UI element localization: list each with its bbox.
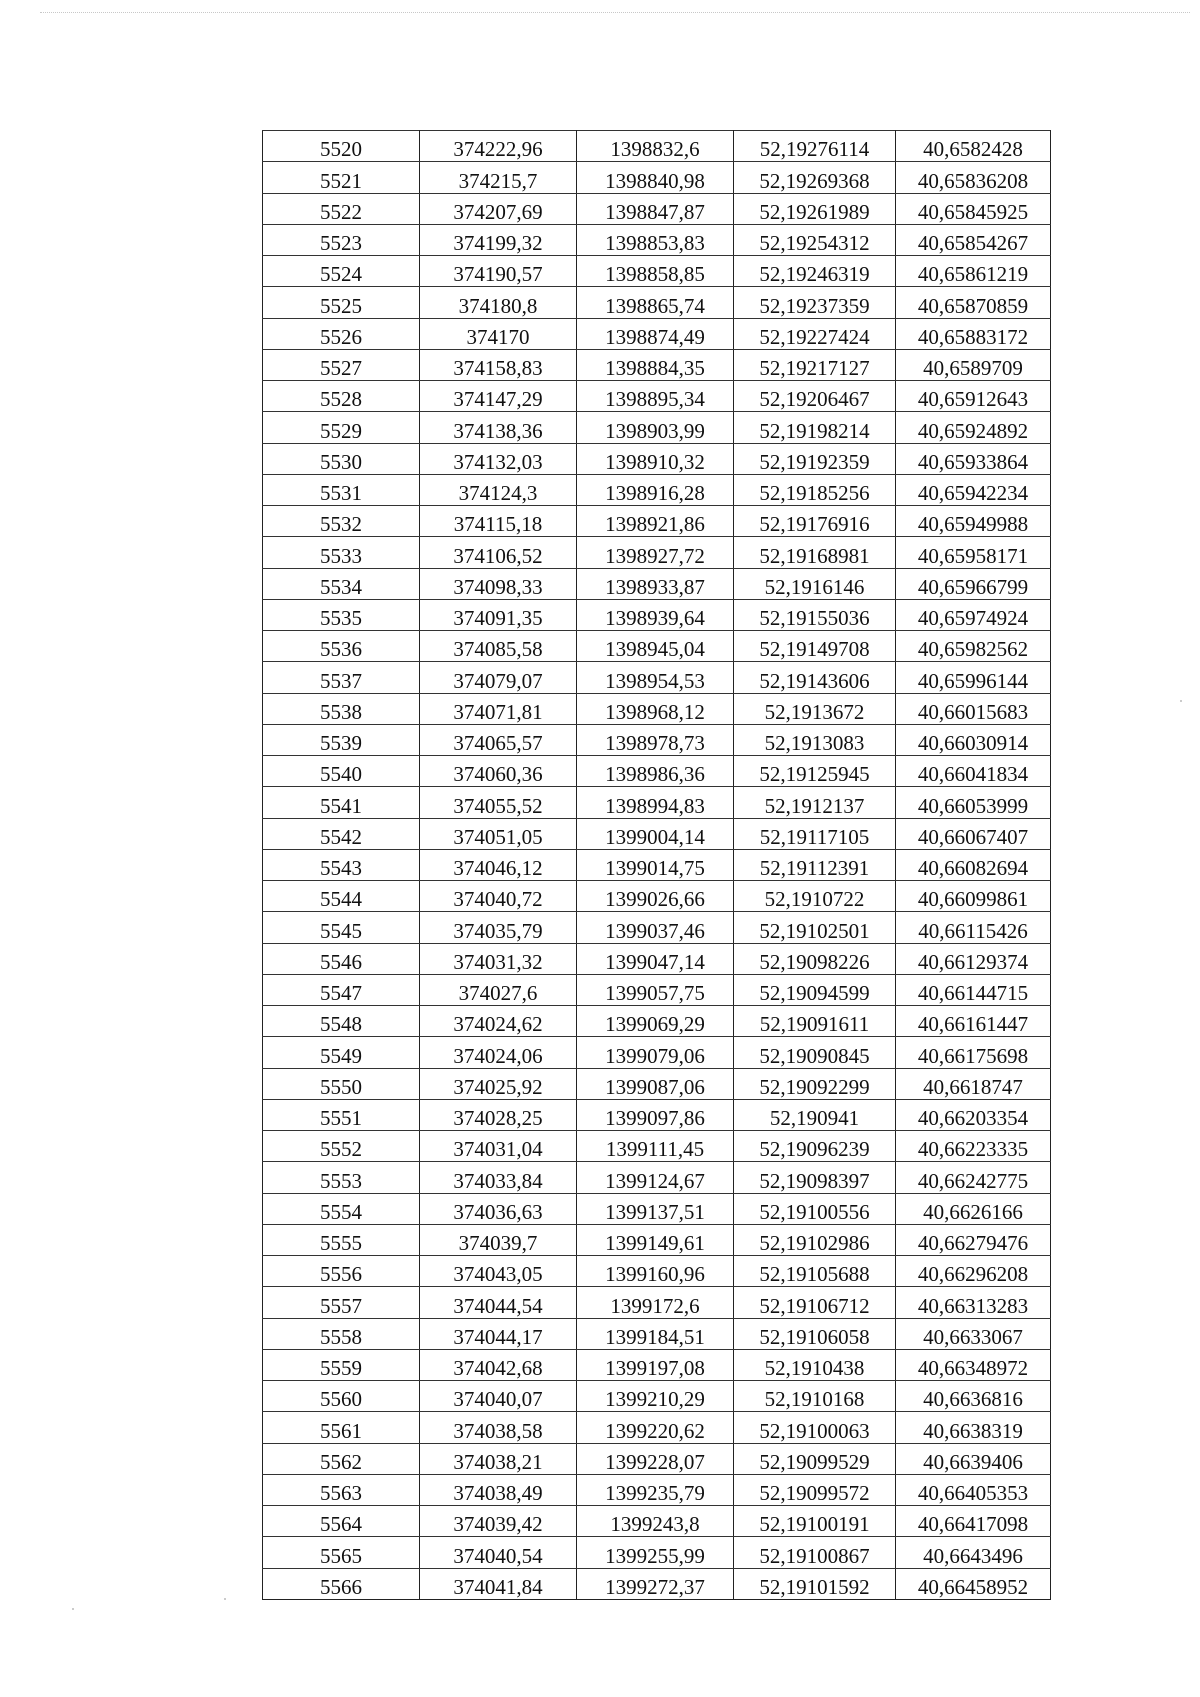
x-coordinate-cell: 374042,68 bbox=[420, 1349, 577, 1380]
table-row bbox=[263, 1131, 1051, 1162]
y-coordinate-cell: 1399069,29 bbox=[577, 1006, 734, 1037]
y-coordinate-cell: 1398939,64 bbox=[577, 599, 734, 630]
table-row bbox=[263, 1412, 1051, 1443]
table-row bbox=[263, 1381, 1051, 1412]
table-row bbox=[263, 256, 1051, 287]
point-number-cell: 5563 bbox=[263, 1474, 420, 1505]
y-coordinate-cell: 1399014,75 bbox=[577, 849, 734, 880]
longitude-cell: 40,6589709 bbox=[896, 349, 1051, 380]
y-coordinate-cell: 1399097,86 bbox=[577, 1099, 734, 1130]
table-row bbox=[263, 1568, 1051, 1599]
latitude-cell: 52,19091611 bbox=[734, 1006, 896, 1037]
x-coordinate-cell: 374085,58 bbox=[420, 631, 577, 662]
y-coordinate-cell: 1398978,73 bbox=[577, 724, 734, 755]
y-coordinate-cell: 1398895,34 bbox=[577, 381, 734, 412]
longitude-cell: 40,66405353 bbox=[896, 1474, 1051, 1505]
longitude-cell: 40,65845925 bbox=[896, 193, 1051, 224]
point-number-cell: 5533 bbox=[263, 537, 420, 568]
x-coordinate-cell: 374024,62 bbox=[420, 1006, 577, 1037]
point-number-cell: 5547 bbox=[263, 974, 420, 1005]
latitude-cell: 52,19125945 bbox=[734, 756, 896, 787]
table-row bbox=[263, 1068, 1051, 1099]
y-coordinate-cell: 1398968,12 bbox=[577, 693, 734, 724]
x-coordinate-cell: 374040,07 bbox=[420, 1381, 577, 1412]
longitude-cell: 40,66067407 bbox=[896, 818, 1051, 849]
latitude-cell: 52,19117105 bbox=[734, 818, 896, 849]
point-number-cell: 5561 bbox=[263, 1412, 420, 1443]
latitude-cell: 52,19102986 bbox=[734, 1224, 896, 1255]
point-number-cell: 5542 bbox=[263, 818, 420, 849]
longitude-cell: 40,65924892 bbox=[896, 412, 1051, 443]
point-number-cell: 5551 bbox=[263, 1099, 420, 1130]
point-number-cell: 5527 bbox=[263, 349, 420, 380]
longitude-cell: 40,66082694 bbox=[896, 849, 1051, 880]
x-coordinate-cell: 374138,36 bbox=[420, 412, 577, 443]
point-number-cell: 5541 bbox=[263, 787, 420, 818]
latitude-cell: 52,19149708 bbox=[734, 631, 896, 662]
point-number-cell: 5529 bbox=[263, 412, 420, 443]
x-coordinate-cell: 374098,33 bbox=[420, 568, 577, 599]
latitude-cell: 52,1910168 bbox=[734, 1381, 896, 1412]
longitude-cell: 40,65996144 bbox=[896, 662, 1051, 693]
latitude-cell: 52,19206467 bbox=[734, 381, 896, 412]
table-row bbox=[263, 1162, 1051, 1193]
point-number-cell: 5535 bbox=[263, 599, 420, 630]
latitude-cell: 52,19100191 bbox=[734, 1506, 896, 1537]
latitude-cell: 52,19168981 bbox=[734, 537, 896, 568]
latitude-cell: 52,19102501 bbox=[734, 912, 896, 943]
point-number-cell: 5526 bbox=[263, 318, 420, 349]
x-coordinate-cell: 374044,54 bbox=[420, 1287, 577, 1318]
y-coordinate-cell: 1398903,99 bbox=[577, 412, 734, 443]
longitude-cell: 40,6618747 bbox=[896, 1068, 1051, 1099]
longitude-cell: 40,66129374 bbox=[896, 943, 1051, 974]
table-row bbox=[263, 131, 1051, 162]
y-coordinate-cell: 1398840,98 bbox=[577, 162, 734, 193]
x-coordinate-cell: 374025,92 bbox=[420, 1068, 577, 1099]
y-coordinate-cell: 1399210,29 bbox=[577, 1381, 734, 1412]
longitude-cell: 40,65949988 bbox=[896, 506, 1051, 537]
point-number-cell: 5548 bbox=[263, 1006, 420, 1037]
table-row bbox=[263, 1443, 1051, 1474]
y-coordinate-cell: 1398916,28 bbox=[577, 474, 734, 505]
y-coordinate-cell: 1399037,46 bbox=[577, 912, 734, 943]
y-coordinate-cell: 1399149,61 bbox=[577, 1224, 734, 1255]
table-row bbox=[263, 631, 1051, 662]
y-coordinate-cell: 1399111,45 bbox=[577, 1131, 734, 1162]
longitude-cell: 40,65870859 bbox=[896, 287, 1051, 318]
coordinates-table-body bbox=[263, 131, 1051, 1600]
point-number-cell: 5549 bbox=[263, 1037, 420, 1068]
y-coordinate-cell: 1399160,96 bbox=[577, 1256, 734, 1287]
x-coordinate-cell: 374035,79 bbox=[420, 912, 577, 943]
y-coordinate-cell: 1398921,86 bbox=[577, 506, 734, 537]
x-coordinate-cell: 374065,57 bbox=[420, 724, 577, 755]
y-coordinate-cell: 1399255,99 bbox=[577, 1537, 734, 1568]
y-coordinate-cell: 1399243,8 bbox=[577, 1506, 734, 1537]
y-coordinate-cell: 1399184,51 bbox=[577, 1318, 734, 1349]
x-coordinate-cell: 374046,12 bbox=[420, 849, 577, 880]
point-number-cell: 5530 bbox=[263, 443, 420, 474]
scan-speck bbox=[1180, 700, 1182, 702]
latitude-cell: 52,19276114 bbox=[734, 131, 896, 162]
latitude-cell: 52,1912137 bbox=[734, 787, 896, 818]
table-row bbox=[263, 787, 1051, 818]
scan-speck bbox=[72, 1608, 74, 1610]
x-coordinate-cell: 374060,36 bbox=[420, 756, 577, 787]
longitude-cell: 40,66279476 bbox=[896, 1224, 1051, 1255]
latitude-cell: 52,19176916 bbox=[734, 506, 896, 537]
table-row bbox=[263, 756, 1051, 787]
y-coordinate-cell: 1398884,35 bbox=[577, 349, 734, 380]
x-coordinate-cell: 374040,72 bbox=[420, 881, 577, 912]
point-number-cell: 5532 bbox=[263, 506, 420, 537]
latitude-cell: 52,19246319 bbox=[734, 256, 896, 287]
latitude-cell: 52,19094599 bbox=[734, 974, 896, 1005]
y-coordinate-cell: 1399087,06 bbox=[577, 1068, 734, 1099]
longitude-cell: 40,6638319 bbox=[896, 1412, 1051, 1443]
y-coordinate-cell: 1399026,66 bbox=[577, 881, 734, 912]
x-coordinate-cell: 374158,83 bbox=[420, 349, 577, 380]
y-coordinate-cell: 1399235,79 bbox=[577, 1474, 734, 1505]
latitude-cell: 52,190941 bbox=[734, 1099, 896, 1130]
point-number-cell: 5564 bbox=[263, 1506, 420, 1537]
longitude-cell: 40,66458952 bbox=[896, 1568, 1051, 1599]
longitude-cell: 40,65958171 bbox=[896, 537, 1051, 568]
table-row bbox=[263, 349, 1051, 380]
y-coordinate-cell: 1398994,83 bbox=[577, 787, 734, 818]
table-row bbox=[263, 1224, 1051, 1255]
latitude-cell: 52,19092299 bbox=[734, 1068, 896, 1099]
table-row bbox=[263, 193, 1051, 224]
x-coordinate-cell: 374044,17 bbox=[420, 1318, 577, 1349]
x-coordinate-cell: 374106,52 bbox=[420, 537, 577, 568]
point-number-cell: 5525 bbox=[263, 287, 420, 318]
x-coordinate-cell: 374027,6 bbox=[420, 974, 577, 1005]
table-row bbox=[263, 849, 1051, 880]
latitude-cell: 52,19100063 bbox=[734, 1412, 896, 1443]
x-coordinate-cell: 374039,42 bbox=[420, 1506, 577, 1537]
x-coordinate-cell: 374190,57 bbox=[420, 256, 577, 287]
x-coordinate-cell: 374199,32 bbox=[420, 224, 577, 255]
point-number-cell: 5544 bbox=[263, 881, 420, 912]
longitude-cell: 40,6639406 bbox=[896, 1443, 1051, 1474]
table-row bbox=[263, 662, 1051, 693]
latitude-cell: 52,19096239 bbox=[734, 1131, 896, 1162]
longitude-cell: 40,65974924 bbox=[896, 599, 1051, 630]
longitude-cell: 40,65966799 bbox=[896, 568, 1051, 599]
x-coordinate-cell: 374028,25 bbox=[420, 1099, 577, 1130]
y-coordinate-cell: 1398945,04 bbox=[577, 631, 734, 662]
y-coordinate-cell: 1398986,36 bbox=[577, 756, 734, 787]
point-number-cell: 5558 bbox=[263, 1318, 420, 1349]
y-coordinate-cell: 1399272,37 bbox=[577, 1568, 734, 1599]
y-coordinate-cell: 1399220,62 bbox=[577, 1412, 734, 1443]
longitude-cell: 40,65861219 bbox=[896, 256, 1051, 287]
longitude-cell: 40,65883172 bbox=[896, 318, 1051, 349]
longitude-cell: 40,66313283 bbox=[896, 1287, 1051, 1318]
y-coordinate-cell: 1398832,6 bbox=[577, 131, 734, 162]
point-number-cell: 5556 bbox=[263, 1256, 420, 1287]
table-row bbox=[263, 1318, 1051, 1349]
point-number-cell: 5562 bbox=[263, 1443, 420, 1474]
point-number-cell: 5560 bbox=[263, 1381, 420, 1412]
point-number-cell: 5559 bbox=[263, 1349, 420, 1380]
table-row bbox=[263, 912, 1051, 943]
x-coordinate-cell: 374038,21 bbox=[420, 1443, 577, 1474]
point-number-cell: 5538 bbox=[263, 693, 420, 724]
latitude-cell: 52,19090845 bbox=[734, 1037, 896, 1068]
table-row bbox=[263, 1193, 1051, 1224]
point-number-cell: 5550 bbox=[263, 1068, 420, 1099]
latitude-cell: 52,19185256 bbox=[734, 474, 896, 505]
table-row bbox=[263, 1506, 1051, 1537]
longitude-cell: 40,65942234 bbox=[896, 474, 1051, 505]
point-number-cell: 5528 bbox=[263, 381, 420, 412]
latitude-cell: 52,19099572 bbox=[734, 1474, 896, 1505]
x-coordinate-cell: 374079,07 bbox=[420, 662, 577, 693]
latitude-cell: 52,19254312 bbox=[734, 224, 896, 255]
longitude-cell: 40,6643496 bbox=[896, 1537, 1051, 1568]
table-row bbox=[263, 1099, 1051, 1130]
longitude-cell: 40,66041834 bbox=[896, 756, 1051, 787]
y-coordinate-cell: 1398853,83 bbox=[577, 224, 734, 255]
x-coordinate-cell: 374024,06 bbox=[420, 1037, 577, 1068]
longitude-cell: 40,6626166 bbox=[896, 1193, 1051, 1224]
x-coordinate-cell: 374036,63 bbox=[420, 1193, 577, 1224]
longitude-cell: 40,66175698 bbox=[896, 1037, 1051, 1068]
latitude-cell: 52,19143606 bbox=[734, 662, 896, 693]
x-coordinate-cell: 374038,58 bbox=[420, 1412, 577, 1443]
table-row bbox=[263, 1256, 1051, 1287]
x-coordinate-cell: 374207,69 bbox=[420, 193, 577, 224]
y-coordinate-cell: 1398954,53 bbox=[577, 662, 734, 693]
latitude-cell: 52,19192359 bbox=[734, 443, 896, 474]
scan-top-edge bbox=[40, 12, 1190, 13]
y-coordinate-cell: 1399172,6 bbox=[577, 1287, 734, 1318]
latitude-cell: 52,19198214 bbox=[734, 412, 896, 443]
y-coordinate-cell: 1399004,14 bbox=[577, 818, 734, 849]
table-row bbox=[263, 474, 1051, 505]
table-row bbox=[263, 974, 1051, 1005]
coordinates-table bbox=[262, 130, 1051, 1600]
longitude-cell: 40,66161447 bbox=[896, 1006, 1051, 1037]
y-coordinate-cell: 1399047,14 bbox=[577, 943, 734, 974]
latitude-cell: 52,1913672 bbox=[734, 693, 896, 724]
longitude-cell: 40,66348972 bbox=[896, 1349, 1051, 1380]
y-coordinate-cell: 1398933,87 bbox=[577, 568, 734, 599]
x-coordinate-cell: 374170 bbox=[420, 318, 577, 349]
x-coordinate-cell: 374115,18 bbox=[420, 506, 577, 537]
point-number-cell: 5524 bbox=[263, 256, 420, 287]
y-coordinate-cell: 1398858,85 bbox=[577, 256, 734, 287]
y-coordinate-cell: 1398874,49 bbox=[577, 318, 734, 349]
point-number-cell: 5539 bbox=[263, 724, 420, 755]
latitude-cell: 52,19237359 bbox=[734, 287, 896, 318]
table-row bbox=[263, 1006, 1051, 1037]
longitude-cell: 40,66203354 bbox=[896, 1099, 1051, 1130]
y-coordinate-cell: 1398847,87 bbox=[577, 193, 734, 224]
longitude-cell: 40,66223335 bbox=[896, 1131, 1051, 1162]
x-coordinate-cell: 374180,8 bbox=[420, 287, 577, 318]
table-row bbox=[263, 1037, 1051, 1068]
longitude-cell: 40,6582428 bbox=[896, 131, 1051, 162]
point-number-cell: 5553 bbox=[263, 1162, 420, 1193]
longitude-cell: 40,66296208 bbox=[896, 1256, 1051, 1287]
x-coordinate-cell: 374051,05 bbox=[420, 818, 577, 849]
point-number-cell: 5523 bbox=[263, 224, 420, 255]
longitude-cell: 40,66242775 bbox=[896, 1162, 1051, 1193]
x-coordinate-cell: 374041,84 bbox=[420, 1568, 577, 1599]
table-row bbox=[263, 724, 1051, 755]
y-coordinate-cell: 1398927,72 bbox=[577, 537, 734, 568]
table-row bbox=[263, 1474, 1051, 1505]
longitude-cell: 40,65854267 bbox=[896, 224, 1051, 255]
longitude-cell: 40,65982562 bbox=[896, 631, 1051, 662]
table-row bbox=[263, 693, 1051, 724]
x-coordinate-cell: 374039,7 bbox=[420, 1224, 577, 1255]
x-coordinate-cell: 374222,96 bbox=[420, 131, 577, 162]
y-coordinate-cell: 1398910,32 bbox=[577, 443, 734, 474]
table-row bbox=[263, 818, 1051, 849]
longitude-cell: 40,65933864 bbox=[896, 443, 1051, 474]
table-row bbox=[263, 443, 1051, 474]
table-row bbox=[263, 162, 1051, 193]
latitude-cell: 52,19101592 bbox=[734, 1568, 896, 1599]
y-coordinate-cell: 1399079,06 bbox=[577, 1037, 734, 1068]
point-number-cell: 5520 bbox=[263, 131, 420, 162]
x-coordinate-cell: 374124,3 bbox=[420, 474, 577, 505]
table-row bbox=[263, 1287, 1051, 1318]
longitude-cell: 40,6633067 bbox=[896, 1318, 1051, 1349]
point-number-cell: 5554 bbox=[263, 1193, 420, 1224]
latitude-cell: 52,19105688 bbox=[734, 1256, 896, 1287]
x-coordinate-cell: 374215,7 bbox=[420, 162, 577, 193]
x-coordinate-cell: 374147,29 bbox=[420, 381, 577, 412]
y-coordinate-cell: 1399124,67 bbox=[577, 1162, 734, 1193]
x-coordinate-cell: 374040,54 bbox=[420, 1537, 577, 1568]
point-number-cell: 5536 bbox=[263, 631, 420, 662]
table-row bbox=[263, 506, 1051, 537]
x-coordinate-cell: 374031,32 bbox=[420, 943, 577, 974]
scan-speck bbox=[224, 1598, 226, 1600]
point-number-cell: 5534 bbox=[263, 568, 420, 599]
longitude-cell: 40,65836208 bbox=[896, 162, 1051, 193]
latitude-cell: 52,1910438 bbox=[734, 1349, 896, 1380]
y-coordinate-cell: 1399228,07 bbox=[577, 1443, 734, 1474]
table-row bbox=[263, 412, 1051, 443]
point-number-cell: 5545 bbox=[263, 912, 420, 943]
longitude-cell: 40,66144715 bbox=[896, 974, 1051, 1005]
table-row bbox=[263, 599, 1051, 630]
longitude-cell: 40,66053999 bbox=[896, 787, 1051, 818]
latitude-cell: 52,19217127 bbox=[734, 349, 896, 380]
latitude-cell: 52,19098397 bbox=[734, 1162, 896, 1193]
point-number-cell: 5546 bbox=[263, 943, 420, 974]
x-coordinate-cell: 374091,35 bbox=[420, 599, 577, 630]
x-coordinate-cell: 374033,84 bbox=[420, 1162, 577, 1193]
latitude-cell: 52,1910722 bbox=[734, 881, 896, 912]
point-number-cell: 5521 bbox=[263, 162, 420, 193]
point-number-cell: 5531 bbox=[263, 474, 420, 505]
y-coordinate-cell: 1399197,08 bbox=[577, 1349, 734, 1380]
x-coordinate-cell: 374043,05 bbox=[420, 1256, 577, 1287]
latitude-cell: 52,1913083 bbox=[734, 724, 896, 755]
x-coordinate-cell: 374038,49 bbox=[420, 1474, 577, 1505]
table-row bbox=[263, 224, 1051, 255]
table-row bbox=[263, 1537, 1051, 1568]
latitude-cell: 52,19106712 bbox=[734, 1287, 896, 1318]
table-row bbox=[263, 881, 1051, 912]
latitude-cell: 52,19269368 bbox=[734, 162, 896, 193]
latitude-cell: 52,19112391 bbox=[734, 849, 896, 880]
latitude-cell: 52,1916146 bbox=[734, 568, 896, 599]
y-coordinate-cell: 1399137,51 bbox=[577, 1193, 734, 1224]
point-number-cell: 5565 bbox=[263, 1537, 420, 1568]
point-number-cell: 5557 bbox=[263, 1287, 420, 1318]
x-coordinate-cell: 374031,04 bbox=[420, 1131, 577, 1162]
table-row bbox=[263, 318, 1051, 349]
x-coordinate-cell: 374055,52 bbox=[420, 787, 577, 818]
y-coordinate-cell: 1399057,75 bbox=[577, 974, 734, 1005]
longitude-cell: 40,66030914 bbox=[896, 724, 1051, 755]
latitude-cell: 52,19227424 bbox=[734, 318, 896, 349]
table-row bbox=[263, 943, 1051, 974]
table-row bbox=[263, 1349, 1051, 1380]
point-number-cell: 5555 bbox=[263, 1224, 420, 1255]
longitude-cell: 40,66099861 bbox=[896, 881, 1051, 912]
table-row bbox=[263, 568, 1051, 599]
x-coordinate-cell: 374132,03 bbox=[420, 443, 577, 474]
point-number-cell: 5540 bbox=[263, 756, 420, 787]
latitude-cell: 52,19098226 bbox=[734, 943, 896, 974]
point-number-cell: 5537 bbox=[263, 662, 420, 693]
latitude-cell: 52,19155036 bbox=[734, 599, 896, 630]
longitude-cell: 40,6636816 bbox=[896, 1381, 1051, 1412]
point-number-cell: 5566 bbox=[263, 1568, 420, 1599]
latitude-cell: 52,19106058 bbox=[734, 1318, 896, 1349]
point-number-cell: 5552 bbox=[263, 1131, 420, 1162]
longitude-cell: 40,66015683 bbox=[896, 693, 1051, 724]
table-row bbox=[263, 287, 1051, 318]
latitude-cell: 52,19261989 bbox=[734, 193, 896, 224]
longitude-cell: 40,66417098 bbox=[896, 1506, 1051, 1537]
longitude-cell: 40,65912643 bbox=[896, 381, 1051, 412]
point-number-cell: 5543 bbox=[263, 849, 420, 880]
table-row bbox=[263, 537, 1051, 568]
x-coordinate-cell: 374071,81 bbox=[420, 693, 577, 724]
latitude-cell: 52,19100867 bbox=[734, 1537, 896, 1568]
point-number-cell: 5522 bbox=[263, 193, 420, 224]
table-row bbox=[263, 381, 1051, 412]
latitude-cell: 52,19099529 bbox=[734, 1443, 896, 1474]
longitude-cell: 40,66115426 bbox=[896, 912, 1051, 943]
y-coordinate-cell: 1398865,74 bbox=[577, 287, 734, 318]
latitude-cell: 52,19100556 bbox=[734, 1193, 896, 1224]
